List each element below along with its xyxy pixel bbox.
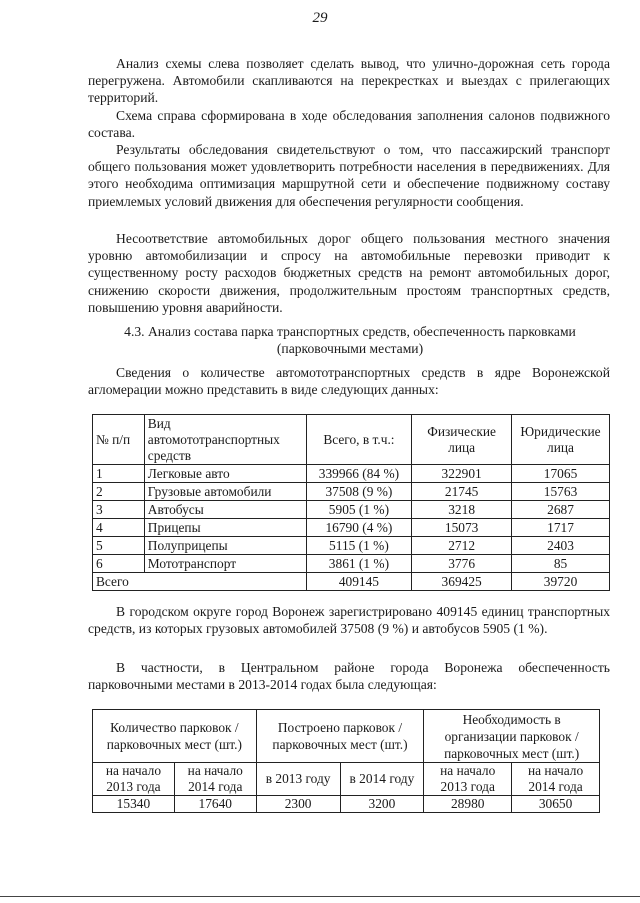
- total-legal: 39720: [512, 573, 610, 591]
- subheader-built-2013: в 2013 году: [256, 763, 340, 796]
- total-all: 409145: [306, 573, 412, 591]
- table-row: [93, 519, 610, 537]
- page-number: 29: [312, 10, 328, 26]
- row-type: Грузовые автомобили: [144, 483, 306, 501]
- table-row: [93, 483, 610, 501]
- row-legal: 15763: [512, 483, 610, 501]
- row-legal: 1717: [512, 519, 610, 537]
- row-type: Полуприцепы: [144, 537, 306, 555]
- paragraph-scheme-right: Схема справа сформирована в ходе обследования заполнения салонов подвижного состава.: [88, 108, 610, 141]
- value-count-2013: 15340: [93, 796, 175, 813]
- table-row: [93, 465, 610, 483]
- parking-sub-header: [93, 763, 600, 796]
- row-physical: 21745: [412, 483, 512, 501]
- subheader-count-2013: на начало 2013 года: [93, 763, 175, 796]
- table-row: [93, 501, 610, 519]
- header-parking-needed: Необходимость в организации парковок / парковочных мест (шт.): [424, 710, 600, 763]
- row-type: Прицепы: [144, 519, 306, 537]
- row-type: Легковые авто: [144, 465, 306, 483]
- total-physical: 369425: [412, 573, 512, 591]
- value-built-2013: 2300: [256, 796, 340, 813]
- paragraph-survey-results: Результаты обследования свидетельствуют о том, что пассажирский транспорт общего пользования может удовлетворить потребности населения в передвижениях. Для этого необходима оптимизация маршрутной сети и обеспечение подвижному составу приемлемых условий движения для обеспечения регулярности сообщения.: [88, 142, 610, 209]
- row-type: Автобусы: [144, 501, 306, 519]
- header-physical: Физические лица: [412, 415, 512, 465]
- subheader-needed-2014: на начало 2014 года: [512, 763, 600, 796]
- row-number: 5: [93, 537, 145, 555]
- row-type: Мототранспорт: [144, 555, 306, 573]
- table-row: [93, 537, 610, 555]
- header-parking-built: Построено парковок / парковочных мест (шт.): [256, 710, 424, 763]
- row-number: 1: [93, 465, 145, 483]
- row-physical: 3776: [412, 555, 512, 573]
- paragraph-road-mismatch: Несоответствие автомобильных дорог общего пользования местного значения уровню автомобилизации и спросу на автомобильные перевозки приводит к существенному росту расходов бюджетных средств на ремонт автомобильных дорог, снижению скорости движения, продолжительным простоям транспортных средств, повышению уровня аварийности.: [88, 231, 610, 315]
- parking-values-row: [93, 796, 600, 813]
- vehicle-table-header: [93, 415, 610, 465]
- header-number: № п/п: [93, 415, 145, 465]
- page-bottom-rule: [0, 896, 640, 897]
- row-physical: 2712: [412, 537, 512, 555]
- header-legal: Юридические лица: [512, 415, 610, 465]
- header-vehicle-type: Вид автомототранспортных средств: [144, 415, 306, 465]
- row-total: 3861 (1 %): [306, 555, 412, 573]
- paragraph-intro: Сведения о количестве автомототранспортных средств в ядре Воронежской агломерации можно представить в виде следующих данных:: [88, 365, 610, 398]
- parking-group-header: [93, 710, 600, 763]
- row-physical: 322901: [412, 465, 512, 483]
- header-total: Всего, в т.ч.:: [306, 415, 412, 465]
- subheader-needed-2013: на начало 2013 года: [424, 763, 512, 796]
- row-total: 339966 (84 %): [306, 465, 412, 483]
- row-total: 37508 (9 %): [306, 483, 412, 501]
- row-legal: 17065: [512, 465, 610, 483]
- row-total: 5905 (1 %): [306, 501, 412, 519]
- value-needed-2013: 28980: [424, 796, 512, 813]
- paragraph-parking-intro: В частности, в Центральном районе города Воронежа обеспеченность парковочными местами в 2013-2014 годах была следующая:: [88, 660, 610, 693]
- subheader-count-2014: на начало 2014 года: [174, 763, 256, 796]
- row-number: 4: [93, 519, 145, 537]
- subheader-built-2014: в 2014 году: [340, 763, 424, 796]
- row-number: 2: [93, 483, 145, 501]
- table-row: [93, 555, 610, 573]
- row-total: 16790 (4 %): [306, 519, 412, 537]
- row-number: 3: [93, 501, 145, 519]
- row-total: 5115 (1 %): [306, 537, 412, 555]
- row-physical: 15073: [412, 519, 512, 537]
- row-physical: 3218: [412, 501, 512, 519]
- value-needed-2014: 30650: [512, 796, 600, 813]
- paragraph-registered-total: В городском округе город Воронеж зарегистрировано 409145 единиц транспортных средств, из которых грузовых автомобилей 37508 (9 %) и автобусов 5905 (1 %).: [88, 604, 610, 637]
- header-parking-count: Количество парковок / парковочных мест (шт.): [93, 710, 257, 763]
- parking-table: [92, 709, 600, 813]
- row-legal: 2403: [512, 537, 610, 555]
- row-legal: 2687: [512, 501, 610, 519]
- value-built-2014: 3200: [340, 796, 424, 813]
- row-number: 6: [93, 555, 145, 573]
- row-legal: 85: [512, 555, 610, 573]
- section-heading: 4.3. Анализ состава парка транспортных средств, обеспеченность парковками (парковочными местами): [124, 324, 576, 357]
- vehicle-table: [92, 414, 610, 591]
- table-total-row: [93, 573, 610, 591]
- value-count-2014: 17640: [174, 796, 256, 813]
- total-label: Всего: [93, 573, 307, 591]
- paragraph-road-analysis: Анализ схемы слева позволяет сделать вывод, что улично-дорожная сеть города перегружена. Автомобили скапливаются на перекрестках и выездах с прилегающих территорий.: [88, 56, 610, 106]
